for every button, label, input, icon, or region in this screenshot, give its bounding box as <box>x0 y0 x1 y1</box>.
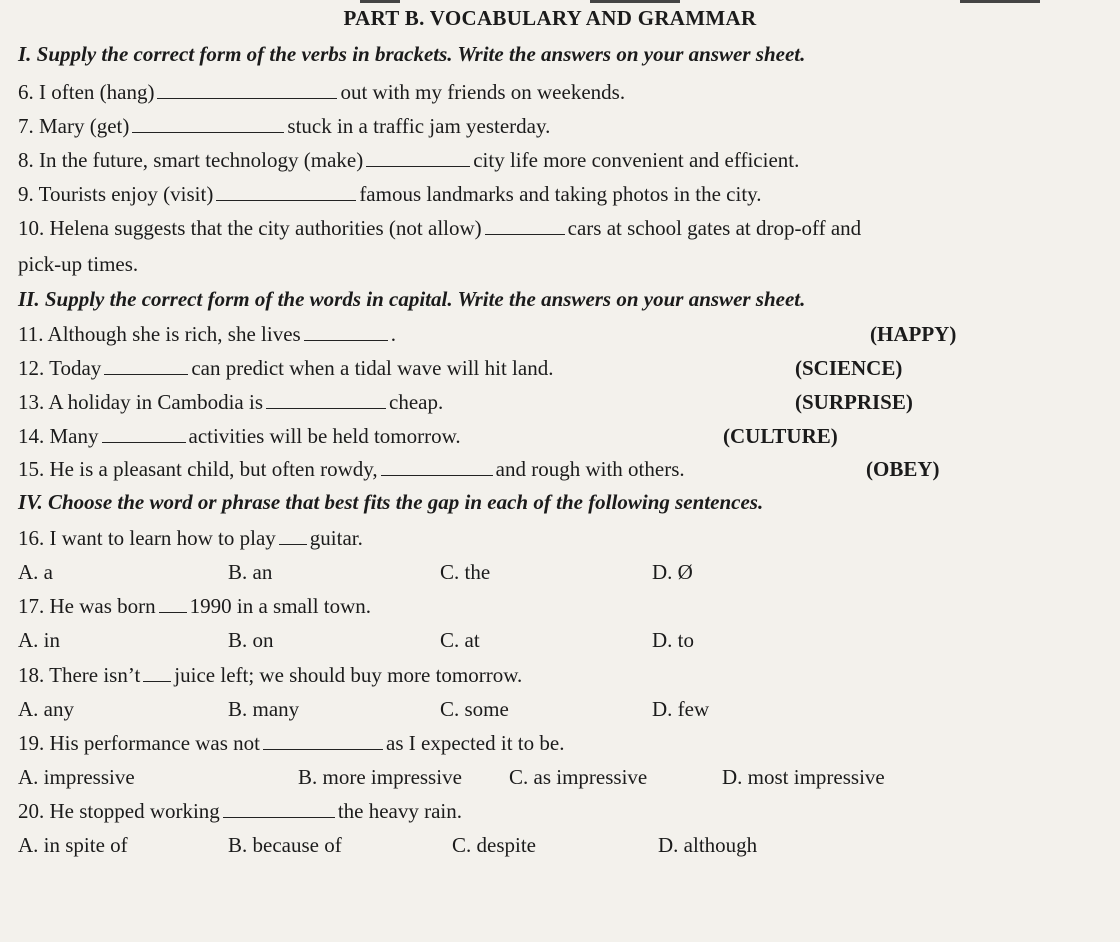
question-17 <box>18 594 371 619</box>
question-9 <box>18 182 762 207</box>
question-10-text: 10. Helena suggests that the city authorities (not allow) <box>18 216 482 240</box>
question-14 <box>18 424 461 449</box>
word-form-cue: (CULTURE) <box>723 424 838 448</box>
question-10 <box>18 216 861 241</box>
answer-blank <box>104 358 188 375</box>
section-2-heading: II. Supply the correct form of the words in capital. Write the answers on your answer sheet. <box>18 287 806 311</box>
option-a[interactable]: A. any <box>18 697 74 721</box>
option-c[interactable]: C. at <box>440 628 480 652</box>
word-form-cue: (OBEY) <box>866 457 940 481</box>
option-c[interactable]: C. despite <box>452 833 536 857</box>
word-form-cue: (SURPRISE) <box>795 390 913 414</box>
answer-blank <box>304 324 388 341</box>
option-a[interactable]: A. impressive <box>18 765 135 789</box>
option-c[interactable]: C. as impressive <box>509 765 648 789</box>
question-18-text-end: juice left; we should buy more tomorrow. <box>174 663 523 687</box>
option-a[interactable]: A. a <box>18 560 53 584</box>
option-b[interactable]: B. many <box>228 697 300 721</box>
question-9-text: 9. Tourists enjoy (visit) <box>18 182 214 206</box>
question-10-text-end: cars at school gates at drop-off and <box>567 216 862 240</box>
question-20 <box>18 799 462 824</box>
question-15-text-end: and rough with others. <box>495 457 685 481</box>
option-d[interactable]: D. to <box>652 628 694 652</box>
option-d[interactable]: D. although <box>658 833 758 857</box>
option-a[interactable]: A. in <box>18 628 60 652</box>
question-13-text-end: cheap. <box>389 390 444 414</box>
answer-blank <box>279 528 307 545</box>
option-a[interactable]: A. in spite of <box>18 833 128 857</box>
option-c[interactable]: C. the <box>440 560 491 584</box>
answer-blank <box>132 116 284 133</box>
question-6-text-end: out with my friends on weekends. <box>340 80 626 104</box>
answer-blank <box>381 459 493 476</box>
question-11-text-end: . <box>390 322 396 346</box>
question-19-text-end: as I expected it to be. <box>386 731 565 755</box>
question-7 <box>18 114 550 139</box>
answer-blank <box>366 150 470 167</box>
answer-blank <box>159 596 187 613</box>
option-b[interactable]: B. more impressive <box>298 765 462 789</box>
question-12 <box>18 356 553 381</box>
question-19 <box>18 731 564 756</box>
question-7-text-end: stuck in a traffic jam yesterday. <box>287 114 551 138</box>
question-9-text-end: famous landmarks and taking photos in the city. <box>359 182 762 206</box>
question-11-text: 11. Although she is rich, she lives <box>18 322 301 346</box>
question-15-text: 15. He is a pleasant child, but often rowdy, <box>18 457 378 481</box>
question-12-text-end: can predict when a tidal wave will hit land. <box>191 356 554 380</box>
answer-blank <box>223 801 335 818</box>
option-d[interactable]: D. Ø <box>652 560 693 584</box>
question-15 <box>18 457 685 482</box>
answer-blank <box>266 392 386 409</box>
section-1-heading: I. Supply the correct form of the verbs in brackets. Write the answers on your answer sheet. <box>18 42 806 66</box>
option-b[interactable]: B. because of <box>228 833 342 857</box>
question-20-text: 20. He stopped working <box>18 799 220 823</box>
answer-blank <box>143 665 171 682</box>
section-4-heading: IV. Choose the word or phrase that best fits the gap in each of the following sentences. <box>18 490 764 514</box>
question-14-text-end: activities will be held tomorrow. <box>188 424 461 448</box>
question-16 <box>18 526 363 551</box>
word-form-cue: (HAPPY) <box>870 322 957 346</box>
question-19-text: 19. His performance was not <box>18 731 261 755</box>
option-d[interactable]: D. most impressive <box>722 765 885 789</box>
question-6 <box>18 80 625 105</box>
question-18 <box>18 663 522 688</box>
question-14-text: 14. Many <box>18 424 99 448</box>
question-12-text: 12. Today <box>18 356 102 380</box>
option-d[interactable]: D. few <box>652 697 710 721</box>
question-17-text: 17. He was born <box>18 594 156 618</box>
answer-blank <box>263 733 383 750</box>
option-b[interactable]: B. an <box>228 560 273 584</box>
question-8 <box>18 148 799 173</box>
answer-blank <box>216 184 356 201</box>
word-form-cue: (SCIENCE) <box>795 356 903 380</box>
answer-blank <box>157 82 337 99</box>
question-13-text: 13. A holiday in Cambodia is <box>18 390 263 414</box>
cut-off-text-fragment <box>0 0 1120 4</box>
question-8-text-end: city life more convenient and efficient. <box>473 148 800 172</box>
question-7-text: 7. Mary (get) <box>18 114 130 138</box>
option-c[interactable]: C. some <box>440 697 509 721</box>
answer-blank <box>485 218 565 235</box>
question-8-text: 8. In the future, smart technology (make) <box>18 148 364 172</box>
question-16-text-end: guitar. <box>309 526 363 550</box>
question-18-text: 18. There isn’t <box>18 663 141 687</box>
question-11 <box>18 322 396 347</box>
question-17-text-end: 1990 in a small town. <box>189 594 372 618</box>
page-title: PART B. VOCABULARY AND GRAMMAR <box>343 6 757 30</box>
question-10-continuation: pick-up times. <box>18 252 139 276</box>
question-13 <box>18 390 443 415</box>
question-6-text: 6. I often (hang) <box>18 80 155 104</box>
question-16-text: 16. I want to learn how to play <box>18 526 276 550</box>
option-b[interactable]: B. on <box>228 628 274 652</box>
question-20-text-end: the heavy rain. <box>337 799 463 823</box>
answer-blank <box>102 426 186 443</box>
